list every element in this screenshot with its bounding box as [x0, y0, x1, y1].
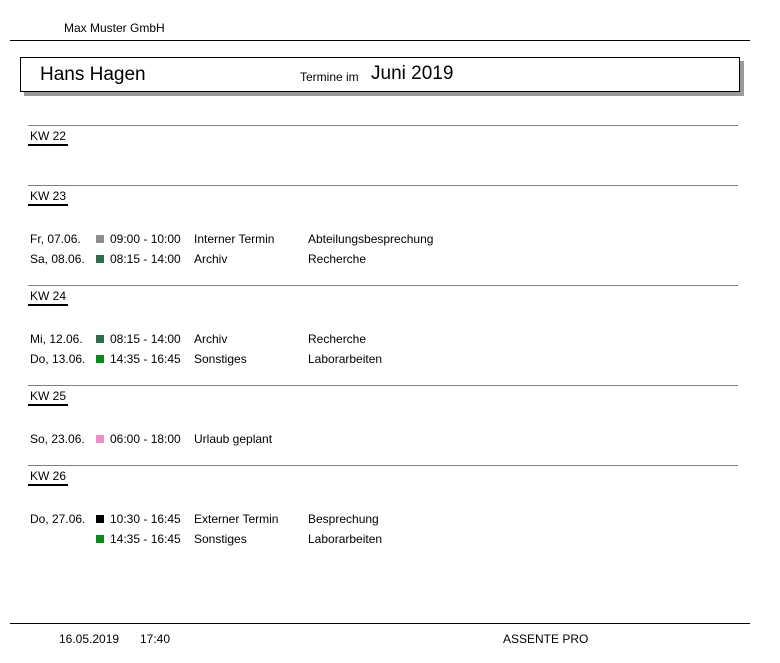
appointment-type: Sonstiges — [194, 352, 247, 366]
category-color-square — [96, 235, 104, 243]
appointment-type: Sonstiges — [194, 532, 247, 546]
appointment-time: 14:35 - 16:45 — [110, 352, 181, 366]
month-title: Juni 2019 — [371, 63, 454, 84]
person-name: Hans Hagen — [40, 64, 146, 85]
appointment-date: Do, 27.06. — [30, 512, 86, 526]
appointment-date: Do, 13.06. — [30, 352, 86, 366]
category-color-square — [96, 435, 104, 443]
category-color-square — [96, 335, 104, 343]
appointment-description: Recherche — [308, 252, 367, 266]
appointment-date: So, 23.06. — [30, 432, 85, 446]
week-label: KW 26 — [28, 469, 68, 486]
appointment-description: Laborarbeiten — [308, 532, 383, 546]
appointment-time: 08:15 - 14:00 — [110, 252, 181, 266]
appointment-description: Abteilungsbesprechung — [308, 232, 434, 246]
appointment-time: 09:00 - 10:00 — [110, 232, 181, 246]
footer-date: 16.05.2019 — [59, 632, 120, 646]
footer-divider — [10, 623, 750, 624]
category-color-square — [96, 355, 104, 363]
appointment-time: 14:35 - 16:45 — [110, 532, 181, 546]
appointment-time: 10:30 - 16:45 — [110, 512, 181, 526]
week-label: KW 23 — [28, 189, 68, 206]
week-divider — [28, 465, 738, 466]
category-color-square — [96, 255, 104, 263]
appointment-date: Mi, 12.06. — [30, 332, 83, 346]
footer-time: 17:40 — [140, 632, 171, 646]
appointment-type: Interner Termin — [194, 232, 275, 246]
week-label: KW 22 — [28, 129, 68, 146]
appointment-type: Archiv — [194, 332, 228, 346]
company-name: Max Muster GmbH — [64, 21, 165, 35]
appointment-time: 08:15 - 14:00 — [110, 332, 181, 346]
appointment-time: 06:00 - 18:00 — [110, 432, 181, 446]
appointment-date: Sa, 08.06. — [30, 252, 85, 266]
week-divider — [28, 185, 738, 186]
month-label: Termine im — [300, 70, 359, 84]
appointment-description: Recherche — [308, 332, 367, 346]
category-color-square — [96, 515, 104, 523]
appointment-description: Besprechung — [308, 512, 379, 526]
header-divider — [10, 40, 750, 41]
week-label: KW 25 — [28, 389, 68, 406]
appointment-type: Externer Termin — [194, 512, 279, 526]
appointment-type: Archiv — [194, 252, 228, 266]
appointment-date: Fr, 07.06. — [30, 232, 81, 246]
week-divider — [28, 125, 738, 126]
appointment-type: Urlaub geplant — [194, 432, 273, 446]
week-divider — [28, 385, 738, 386]
footer-product: ASSENTE PRO — [503, 632, 589, 646]
week-divider — [28, 285, 738, 286]
appointment-description: Laborarbeiten — [308, 352, 383, 366]
week-label: KW 24 — [28, 289, 68, 306]
title-box — [20, 57, 740, 92]
category-color-square — [96, 535, 104, 543]
